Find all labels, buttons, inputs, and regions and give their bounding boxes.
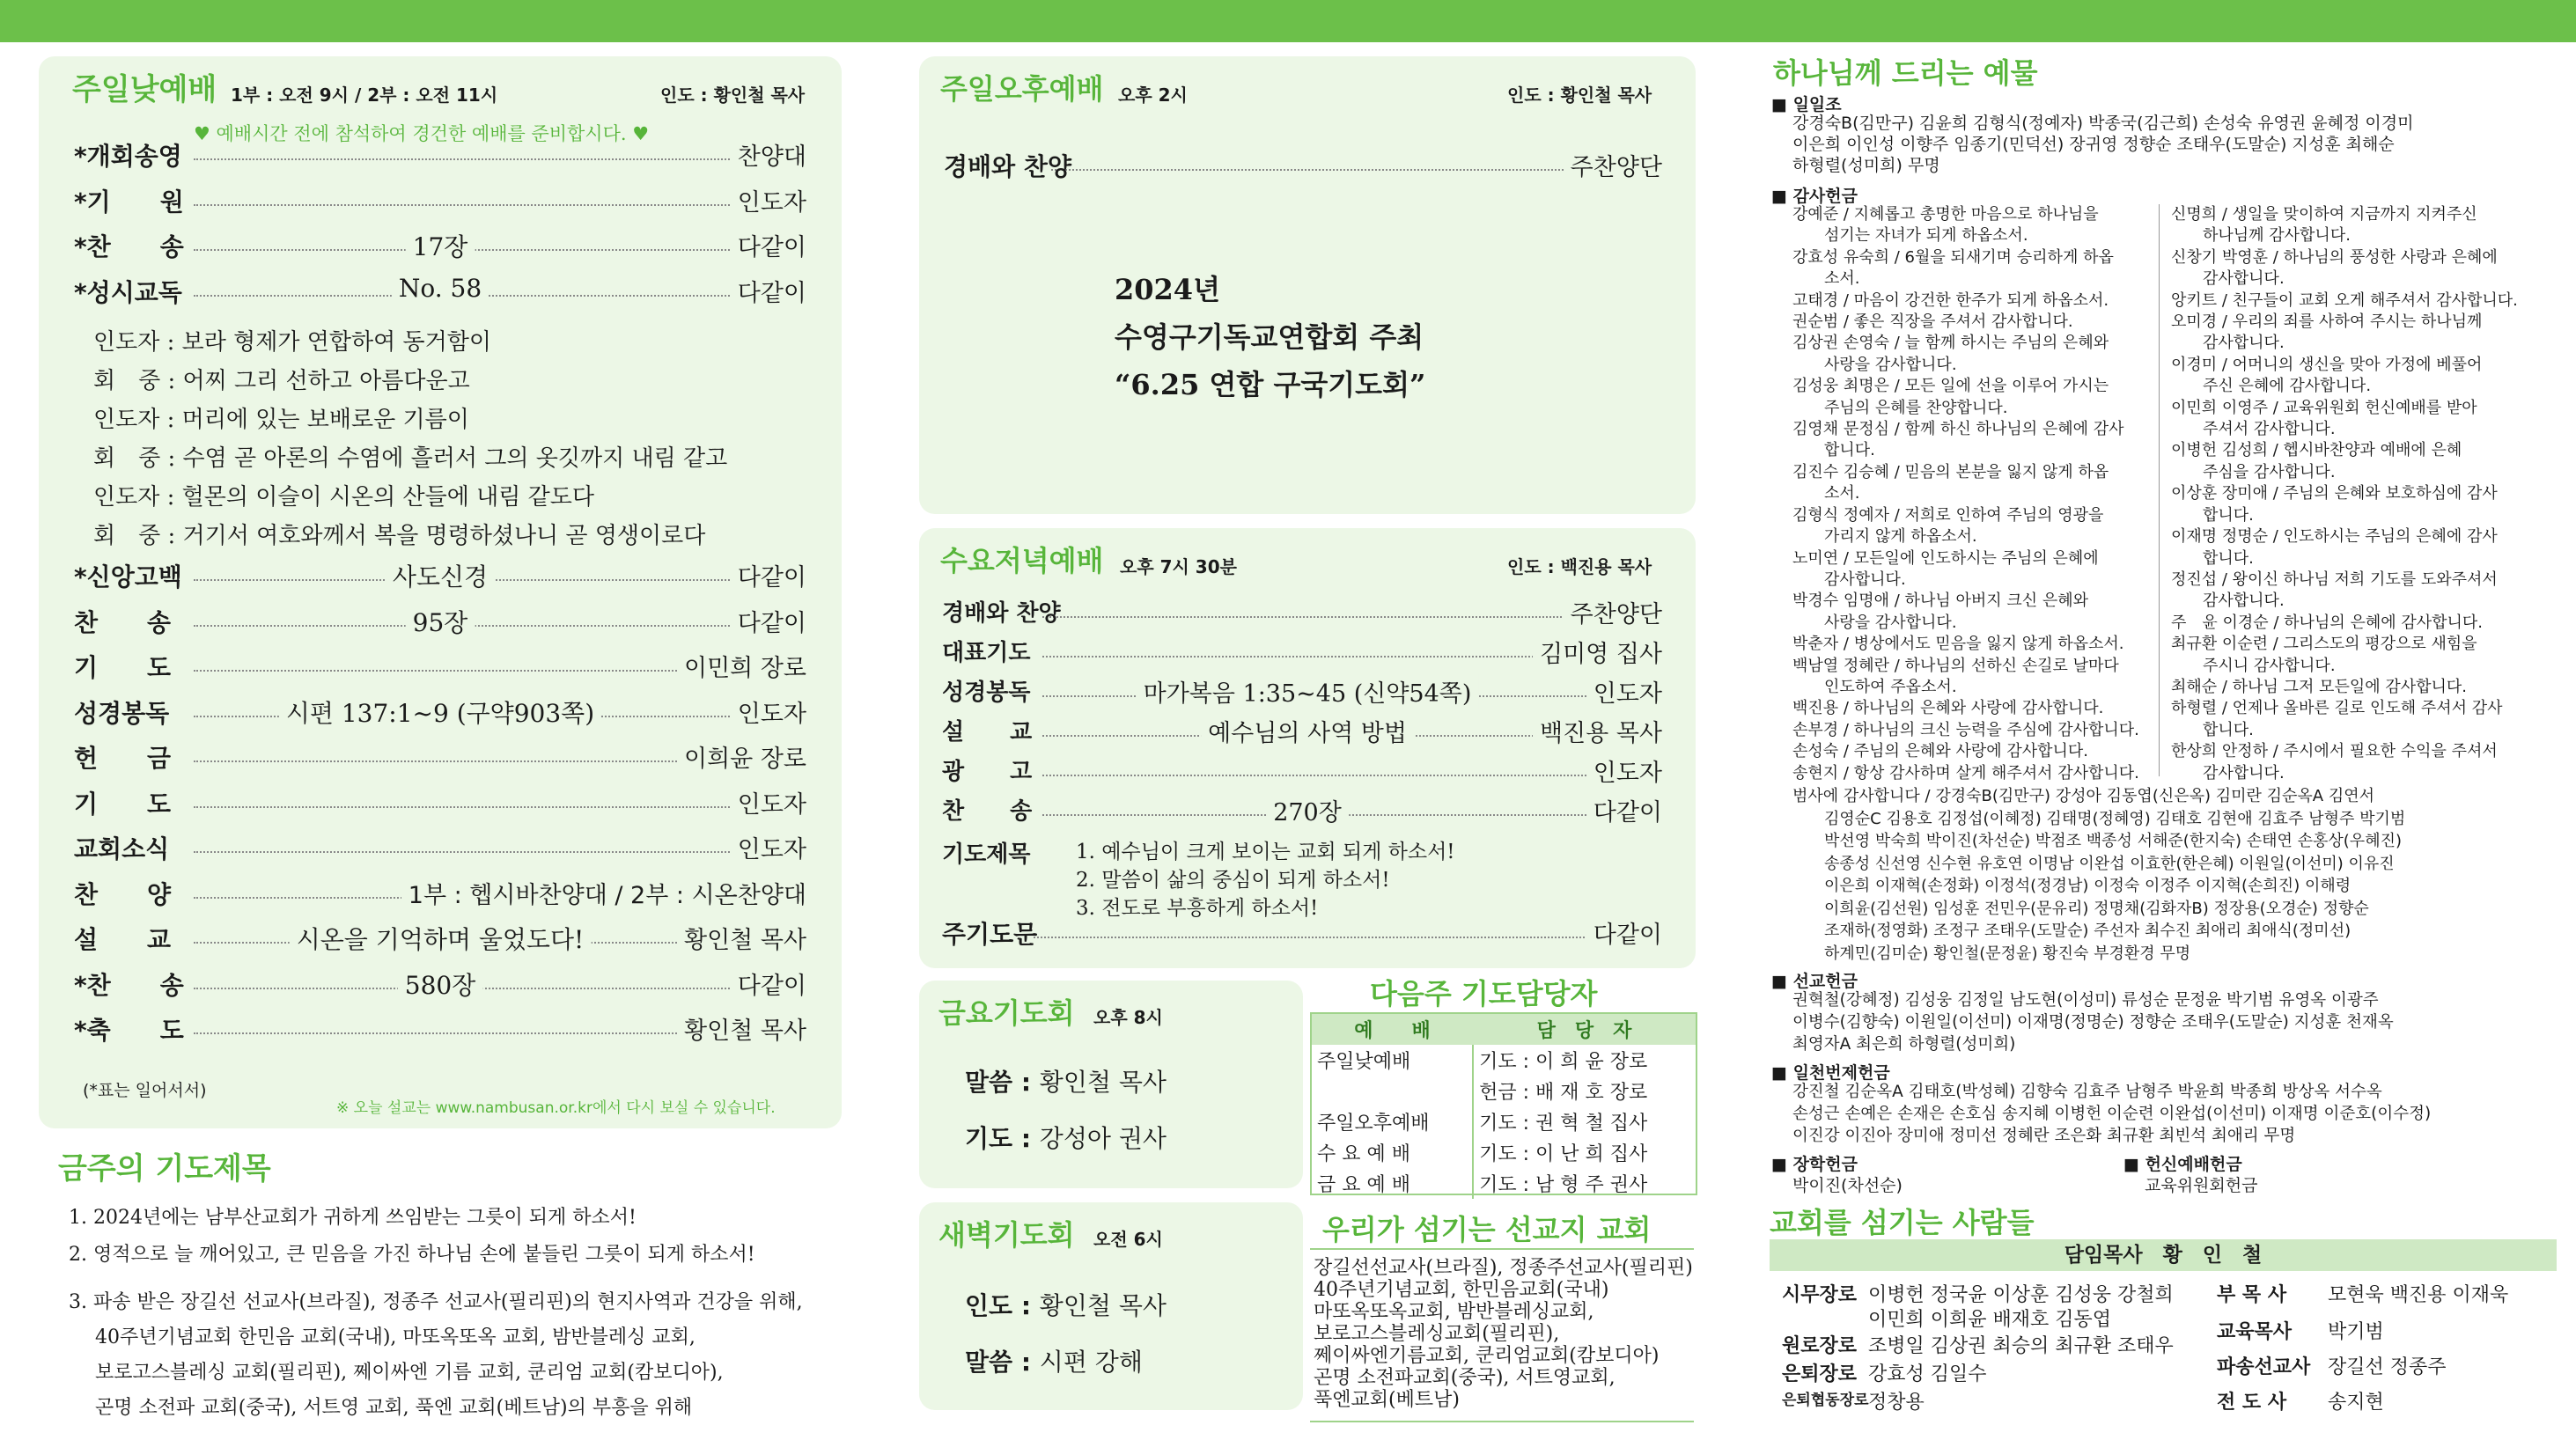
thanks-line: 주시니 감사합니다. [2171, 656, 2336, 675]
mission-offering-label: ■ 선교헌금 [1771, 972, 1858, 991]
next-week-header [1312, 1014, 1696, 1045]
next-week-table [1310, 1012, 1697, 1195]
order-content: 580장 [398, 966, 483, 1002]
morning-order-row [39, 785, 842, 831]
thanks-line: 감사합니다. [2171, 269, 2285, 289]
thanks-general-line: 송종성 신선영 신수현 유호연 이명남 이완섭 이효한(한은혜) 이원일(이선미) 이유진 [1792, 854, 2395, 873]
dawn-leader [965, 1287, 1167, 1322]
order-leader: 이희윤 장로 [677, 739, 806, 774]
thanks-line: 이민희 이영주 / 교육위원회 헌신예배를 받아 [2171, 398, 2477, 417]
staff-role: 은퇴협동장로 [1782, 1392, 1869, 1409]
order-label: *성시교독 [74, 277, 182, 307]
order-content: 시편 137:1~9 (구약903쪽) [279, 694, 601, 730]
thanks-line: 최규환 이순련 / 그리스도의 평강으로 새힘을 [2171, 635, 2477, 654]
duty-person: 기도 : 이 난 희 집사 [1479, 1143, 1648, 1165]
mission-offering-line: 권혁철(강혜정) 김성웅 김정일 남도현(이성미) 류성순 문정윤 박기범 유영옥 이광주 [1792, 991, 2379, 1010]
morning-order-row [39, 694, 842, 740]
thanks-line: 감사합니다. [2171, 763, 2285, 782]
prayer-topic-line: 1. 2024년에는 남부산교회가 귀하게 쓰임받는 그릇이 되게 하소서! [69, 1207, 637, 1229]
morning-order-row [39, 228, 842, 274]
friday-sermon [965, 1063, 1167, 1098]
top-green-bar [0, 0, 2576, 42]
order-leader: 인도자 [731, 694, 806, 729]
friday-prayer-label: 기도 : [965, 1124, 1040, 1153]
wednesday-prayers [1076, 838, 1455, 922]
order-label: 경배와 찬양 [942, 600, 1061, 627]
scholarship-names: 박이진(차선순) [1792, 1176, 1903, 1195]
tithe-line: 하형렬(성미희) 무명 [1792, 156, 1940, 175]
thanks-line: 최해순 / 하나님 그저 모든일에 감사합니다. [2171, 677, 2467, 696]
thanks-general-line: 하계민(김미순) 황인철(문정윤) 황진숙 부경환경 무명 [1792, 944, 2191, 963]
duty-person: 기도 : 이 희 윤 장로 [1479, 1051, 1648, 1073]
order-content: 17장 [406, 228, 475, 263]
thanks-line: 가리지 않게 하옵소서. [1792, 527, 1977, 547]
thanks-line: 송현지 / 항상 감사하며 살게 해주셔서 감사합니다. [1792, 763, 2139, 782]
duty-row [1312, 1168, 1696, 1199]
wednesday-time: 오후 7시 30분 [1120, 556, 1237, 577]
order-content: 마가복음 1:35~45 (신약54쪽) [1137, 674, 1479, 709]
friday-prayer [965, 1120, 1167, 1155]
duty-service [1312, 1076, 1473, 1106]
morning-service-panel [39, 56, 842, 1128]
morning-notice: ♥ 예배시간 전에 참석하여 경건한 예배를 준비합시다. ♥ [194, 123, 650, 144]
thanks-line: 주신 은혜에 감사합니다. [2171, 377, 2372, 396]
order-label: *개회송영 [74, 142, 182, 171]
staff-role: 파송선교사 [2217, 1356, 2311, 1378]
staff-names: 정창용 [1868, 1392, 1925, 1414]
morning-leader: 인도 : 황인철 목사 [660, 84, 806, 106]
thanks-line: 하형렬 / 언제나 올바른 길로 인도해 주셔서 감사 [2171, 699, 2503, 718]
order-label: *찬 송 [74, 232, 184, 261]
order-content: 시온을 기억하며 울었도다! [290, 921, 592, 956]
order-leader: 찬양대 [731, 137, 806, 172]
thanks-line: 손성숙 / 주님의 은혜와 사랑에 감사합니다. [1792, 742, 2088, 761]
morning-order-row [39, 1011, 842, 1057]
prayer-topic-line: 보로고스블레싱 교회(필리핀), 쩨이싸엔 기름 교회, 쿤리엄 교회(캄보디아), [95, 1362, 724, 1384]
mission-church-line: 마또옥또옥교회, 밤반블레싱교회, [1314, 1301, 1594, 1323]
thanks-line: 앙키트 / 친구들이 교회 오게 해주셔서 감사합니다. [2171, 290, 2518, 310]
dawn-sermon-label: 말씀 : [965, 1348, 1040, 1377]
dawn-prayer-panel [919, 1202, 1303, 1410]
order-leader: 김미영 집사 [1533, 635, 1662, 669]
thanks-general-line: 박선영 박숙희 박이진(차선순) 박점조 백종성 서해준(한지숙) 손태연 손홍상(우혜진) [1792, 832, 2402, 850]
thanks-line: 박경수 임명애 / 하나님 아버지 크신 은혜와 [1792, 591, 2088, 611]
friday-title: 금요기도회 [938, 996, 1075, 1030]
friday-prayer-value: 강성아 권사 [1039, 1124, 1167, 1153]
next-week-header-person: 담 당 자 [1536, 1020, 1632, 1042]
mission-box [1310, 1248, 1694, 1422]
wednesday-title: 수요저녁예배 [940, 544, 1104, 577]
staff-names: 이민희 이희윤 배재호 김동엽 [1868, 1309, 2112, 1331]
thanks-line: 김상권 손영숙 / 늘 함께 하시는 주님의 은혜와 [1792, 334, 2109, 353]
lords-prayer-label: 주기도문 [942, 920, 1038, 949]
announce-line-3: “6.25 연합 구국기도회” [1115, 368, 1426, 401]
order-leader: 인도자 [731, 785, 806, 819]
responsive-reading-line: 인도자 : 머리에 있는 보배로운 기름이 [93, 407, 469, 433]
thanks-line: 박춘자 / 병상에서도 믿음을 잃지 않게 하옵소서. [1792, 635, 2124, 654]
thanks-line: 섬기는 자녀가 되게 하옵소서. [1792, 226, 2028, 246]
duty-service: 금 요 예 배 [1312, 1168, 1473, 1199]
tithe-label: ■ 일일조 [1771, 95, 1842, 114]
offerings-title: 하나님께 드리는 예물 [1773, 56, 2038, 90]
duty-row [1312, 1045, 1696, 1076]
order-leader: 황인철 목사 [677, 921, 806, 955]
order-label: *신앙고백 [74, 562, 182, 591]
order-leader: 인도자 [731, 830, 806, 864]
order-leader: 인도자 [731, 183, 806, 217]
duty-row [1312, 1076, 1696, 1106]
friday-prayer-panel [919, 981, 1303, 1188]
thanks-line: 이상훈 장미애 / 주님의 은혜와 보호하심에 감사 [2171, 484, 2498, 503]
order-label: 광 고 [942, 759, 1033, 785]
order-label: 교회소식 [74, 834, 170, 863]
thanks-line: 김영채 문정심 / 함께 하신 하나님의 은혜에 감사 [1792, 420, 2124, 439]
afternoon-worship-row [919, 148, 1696, 194]
afternoon-time: 오후 2시 [1118, 84, 1188, 106]
thanks-line: 합니다. [2171, 505, 2254, 525]
thanks-line: 주심을 감사합니다. [2171, 462, 2336, 481]
mission-church-line: 장길선선교사(브라질), 정종주선교사(필리핀) [1314, 1257, 1693, 1279]
iljeon-line: 이진강 이진아 장미애 정미선 정혜란 조은화 최규환 최빈석 최애리 무명 [1792, 1127, 2296, 1145]
staff-role: 시무장로 [1782, 1284, 1858, 1306]
staff-names: 박기범 [2328, 1321, 2384, 1343]
staff-names: 강효성 김일수 [1868, 1363, 1987, 1385]
order-leader: 주찬양단 [1564, 595, 1662, 629]
duty-table-body [1312, 1045, 1696, 1199]
staff-names: 모현욱 백진용 이재욱 [2328, 1284, 2509, 1306]
thanks-line: 권순범 / 좋은 직장을 주셔서 감사합니다. [1792, 312, 2073, 332]
mission-church-list [1314, 1257, 1693, 1411]
thanks-left-list [1792, 204, 2139, 784]
order-leader: 1부 : 헵시바찬양대 / 2부 : 시온찬양대 [401, 876, 806, 910]
order-label: 찬 양 [74, 879, 172, 909]
order-leader: 이민희 장로 [677, 649, 806, 683]
thanks-line: 하나님께 감사합니다. [2171, 226, 2351, 246]
friday-time: 오후 8시 [1093, 1007, 1163, 1028]
dawn-sermon [965, 1343, 1143, 1378]
order-leader: 다같이 [731, 558, 806, 592]
order-label: 설 교 [942, 719, 1033, 746]
afternoon-service-panel [919, 56, 1696, 514]
morning-order-row [39, 604, 842, 650]
dawn-leader-label: 인도 : [965, 1291, 1040, 1320]
mission-offering-names [1792, 989, 2394, 1055]
duty-row [1312, 1106, 1696, 1137]
prayer-topic-line: 곤명 소전파 교회(중국), 서트영 교회, 푹엔 교회(베트남)의 부흥을 위해 [95, 1397, 693, 1419]
dawn-leader-value: 황인철 목사 [1039, 1291, 1167, 1320]
mission-title: 우리가 섬기는 선교지 교회 [1322, 1213, 1652, 1246]
staff-names: 장길선 정종주 [2328, 1356, 2447, 1378]
mission-church-line: 푹엔교회(베트남) [1314, 1389, 1460, 1411]
thanks-line: 신창기 박영훈 / 하나님의 풍성한 사랑과 은혜에 [2171, 247, 2498, 267]
thanks-line: 합니다. [1792, 441, 1875, 460]
order-leader: 다같이 [731, 604, 806, 638]
thanks-line: 감사합니다. [2171, 334, 2285, 353]
order-label: 대표기도 [942, 640, 1031, 666]
prayer-topic-line: 2. 영적으로 늘 깨어있고, 큰 믿음을 가진 하나님 손에 붙들린 그릇이 되게 하소서! [69, 1244, 755, 1266]
staff-title: 교회를 섬기는 사람들 [1770, 1206, 2035, 1239]
standing-footnote: (*표는 일어서서) [83, 1081, 207, 1100]
order-leader: 인도자 [1586, 674, 1662, 709]
staff-names: 송지현 [2328, 1392, 2384, 1414]
wednesday-service-panel [919, 528, 1696, 968]
thanks-line: 소서. [1792, 484, 1860, 503]
next-week-header-service: 예 배 [1354, 1020, 1431, 1042]
duty-service: 주일오후예배 [1312, 1106, 1473, 1137]
wednesday-prayer-2: 2. 말씀이 삶의 중심이 되게 하소서! [1076, 869, 1390, 892]
wednesday-prayer-3: 3. 전도로 부흥하게 하소서! [1076, 897, 1319, 920]
thanks-line: 감사합니다. [2171, 591, 2285, 611]
order-label: 기 도 [74, 789, 172, 819]
afternoon-title: 주일오후예배 [940, 72, 1104, 106]
order-leader: 황인철 목사 [677, 1011, 806, 1046]
staff-names: 이병헌 정국윤 이상훈 김성웅 강철희 [1868, 1284, 2174, 1306]
order-leader: 다같이 [1586, 793, 1662, 827]
responsive-reading-line: 회 중 : 거기서 여호와께서 복을 명령하셨나니 곧 영생이로다 [93, 523, 706, 549]
order-content: 270장 [1266, 793, 1349, 827]
thanks-right-list [2171, 204, 2518, 784]
order-leader: 다같이 [731, 228, 806, 262]
thanks-line: 김진수 김승혜 / 믿음의 본분을 잃지 않게 하옵 [1792, 462, 2109, 481]
prayer-topics-title: 금주의 기도제목 [58, 1151, 271, 1187]
wednesday-order-row [919, 793, 1696, 839]
dawn-title: 새벽기도회 [938, 1218, 1075, 1252]
duty-person: 기도 : 권 혁 철 집사 [1479, 1113, 1648, 1135]
thanks-line: 합니다. [2171, 720, 2254, 739]
thanks-general-line: 이은희 이재혁(손정화) 이정석(정경남) 이정숙 이정주 이지혁(손희진) 이해령 [1792, 877, 2352, 895]
prayer-topic-line: 3. 파송 받은 장길선 선교사(브라질), 정종주 선교사(필리핀)의 현지사역과 건강을 위해, [69, 1291, 803, 1313]
next-week-title: 다음주 기도담당자 [1370, 977, 1598, 1010]
thanks-line: 이재명 정명순 / 인도하시는 주님의 은혜에 감사 [2171, 527, 2498, 547]
order-label: 성경봉독 [74, 698, 170, 728]
duty-person: 헌금 : 배 재 호 장로 [1479, 1082, 1648, 1104]
thanks-general-line: 김영순C 김용호 김정섭(이혜정) 김태명(정혜영) 김태호 김현애 김효주 남형주 박기범 [1792, 809, 2406, 828]
morning-order-row [39, 137, 842, 183]
thanks-line: 손부경 / 하나님의 크신 능력을 주심에 감사합니다. [1792, 720, 2139, 739]
announce-line-1: 2024년 [1115, 273, 1220, 306]
order-label: 설 교 [74, 925, 172, 954]
wednesday-leader: 인도 : 백진용 목사 [1507, 556, 1652, 577]
order-content: No. 58 [392, 274, 489, 303]
thanks-line: 한상희 안정하 / 주시에서 필요한 수익을 주셔서 [2171, 742, 2498, 761]
duty-service: 수 요 예 배 [1312, 1137, 1473, 1168]
order-label: *찬 송 [74, 970, 184, 1000]
order-label: 찬 송 [942, 798, 1033, 825]
order-label: 기 도 [74, 653, 172, 682]
responsive-reading-line: 회 중 : 어찌 그리 선하고 아름다운고 [93, 368, 470, 394]
order-leader: 백진용 목사 [1533, 714, 1662, 748]
senior-pastor: 담임목사 황 인 철 [1770, 1239, 2557, 1271]
tithe-line: 강경숙B(김만구) 김윤희 김형식(정예자) 박종국(김근희) 손성숙 유영권 윤혜정 이경미 [1792, 114, 2414, 133]
staff-role: 교육목사 [2217, 1321, 2293, 1343]
thanks-line: 합니다. [2171, 548, 2254, 568]
afternoon-worship-label: 경배와 찬양 [944, 152, 1071, 181]
thanks-line: 소서. [1792, 269, 1860, 289]
morning-order-row [39, 558, 842, 604]
order-label: 헌 금 [74, 744, 172, 773]
thanks-line: 신명희 / 생일을 맞이하여 지금까지 지켜주신 [2171, 205, 2477, 224]
sermon-website-note: ※ 오늘 설교는 www.nambusan.or.kr에서 다시 보실 수 있습니다. [336, 1099, 776, 1117]
thanks-line: 강예준 / 지혜롭고 총명한 마음으로 하나님을 [1792, 205, 2099, 224]
order-leader: 다같이 [731, 274, 806, 308]
wednesday-prayer-1: 1. 예수님이 크게 보이는 교회 되게 하소서! [1076, 841, 1455, 863]
morning-order-row [39, 830, 842, 876]
thanks-general-line: 이희윤(김선원) 임성훈 전민우(문유리) 정명채(김화자B) 정장용(오경순) 정향순 [1792, 899, 2369, 918]
next-week-rows [1312, 1045, 1696, 1199]
thanks-label: ■ 감사헌금 [1771, 187, 1858, 206]
thanks-line: 사랑을 감사합니다. [1792, 613, 1957, 632]
staff-role: 부 목 사 [2217, 1284, 2287, 1306]
mission-church-line: 보로고스블레싱교회(필리핀), [1314, 1323, 1560, 1345]
order-leader: 인도자 [1586, 753, 1662, 788]
afternoon-leader: 인도 : 황인철 목사 [1507, 84, 1652, 106]
thanks-line: 인도하여 주옵소서. [1792, 677, 1957, 696]
morning-times: 1부 : 오전 9시 / 2부 : 오전 11시 [231, 84, 498, 106]
afternoon-worship-leader: 주찬양단 [1564, 148, 1662, 182]
order-leader: 다같이 [731, 966, 806, 1001]
thanks-line: 감사합니다. [1792, 569, 1906, 589]
thanks-line: 이병헌 김성희 / 헵시바찬양과 예배에 은혜 [2171, 441, 2462, 460]
morning-title: 주일낮예배 [72, 72, 217, 107]
iljeon-label: ■ 일천번제헌금 [1771, 1063, 1890, 1083]
morning-order-row [39, 921, 842, 966]
responsive-reading-line: 인도자 : 헐몬의 이슬이 시온의 산들에 내림 같도다 [93, 484, 594, 511]
duty-person: 기도 : 남 형 주 권사 [1479, 1174, 1648, 1196]
responsive-reading-line: 회 중 : 수염 곧 아론의 수염에 흘러서 그의 옷깃까지 내림 같고 [93, 445, 728, 472]
iljeon-line: 손성근 손예은 손재은 손호심 송지혜 이병헌 이순련 이완섭(이선미) 이재명 이준호(이수정) [1792, 1105, 2432, 1123]
thanks-line: 백진용 / 하나님의 은혜와 사랑에 감사합니다. [1792, 699, 2104, 718]
tithe-line: 이은희 이인성 이향주 임종기(민덕선) 장귀영 정향순 조태우(도말순) 지성훈 최해순 [1792, 135, 2395, 154]
thanks-line: 주 윤 이경순 / 하나님의 은혜에 감사합니다. [2171, 613, 2483, 632]
morning-order-row [39, 876, 842, 922]
thanks-general-list [1792, 785, 2405, 965]
mission-church-line: 40주년기념교회, 한민음교회(국내) [1314, 1279, 1609, 1301]
thanks-line: 백남열 정혜란 / 하나님의 선하신 손길로 날마다 [1792, 656, 2119, 675]
friday-sermon-value: 황인철 목사 [1039, 1068, 1167, 1097]
lords-prayer-leader: 다같이 [1586, 915, 1662, 950]
devotion-label: ■ 헌신예배헌금 [2123, 1155, 2242, 1174]
iljeon-line: 강진철 김순옥A 김태호(박성혜) 김향숙 김효주 남형주 박윤희 박종희 방상옥 서수옥 [1792, 1083, 2382, 1101]
staff-role: 전 도 사 [2217, 1392, 2287, 1414]
thanks-divider [2159, 204, 2160, 776]
mission-offering-line: 최영자A 최은희 하형렬(성미희) [1792, 1035, 2016, 1054]
thanks-general-line: 조재하(정영화) 조정구 조태우(도말순) 주선자 최수진 최애리 최애식(정미선) [1792, 922, 2352, 940]
scholarship-label: ■ 장학헌금 [1771, 1155, 1858, 1174]
morning-order-row [39, 966, 842, 1012]
mission-church-line: 곤명 소전파교회(중국), 서트영교회, [1314, 1367, 1616, 1389]
thanks-line: 이경미 / 어머니의 생신을 맞아 가정에 베풀어 [2171, 355, 2483, 374]
prayer-topic-line: 40주년기념교회 한민음 교회(국내), 마또옥또옥 교회, 밤반블레싱 교회, [95, 1326, 696, 1348]
devotion-names: 교육위원회헌금 [2145, 1176, 2258, 1195]
mission-offering-line: 이병수(김향숙) 이원일(이선미) 이재명(정명순) 정향순 조태우(도말순) 지성훈 천재옥 [1792, 1013, 2394, 1032]
duty-row [1312, 1137, 1696, 1168]
morning-order-row [39, 183, 842, 229]
thanks-line: 김성웅 최명은 / 모든 일에 선을 이루어 가시는 [1792, 377, 2109, 396]
staff-role: 원로장로 [1782, 1335, 1858, 1357]
friday-sermon-label: 말씀 : [965, 1068, 1040, 1097]
wednesday-prayer-label: 기도제목 [942, 841, 1031, 868]
dawn-sermon-value: 시편 강해 [1039, 1348, 1143, 1377]
order-content: 예수님의 사역 방법 [1201, 714, 1414, 748]
morning-order-row [39, 739, 842, 785]
duty-service: 주일낮예배 [1312, 1045, 1473, 1076]
order-label: *기 원 [74, 187, 184, 217]
morning-order-row [39, 274, 842, 320]
thanks-general-line: 범사에 감사합니다 / 강경숙B(김만구) 강성아 김동엽(신은옥) 김미란 김순옥A 김연서 [1792, 787, 2375, 805]
order-label: 찬 송 [74, 607, 172, 637]
morning-order-row [39, 649, 842, 694]
iljeon-names [1792, 1081, 2431, 1147]
announce-line-2: 수영구기독교연합회 주최 [1115, 320, 1424, 354]
responsive-reading-line: 인도자 : 보라 형제가 연합하여 동거함이 [93, 329, 491, 356]
thanks-line: 고태경 / 마음이 강건한 한주가 되게 하옵소서. [1792, 290, 2109, 310]
thanks-line: 오미경 / 우리의 죄를 사하여 주시는 하나님께 [2171, 312, 2483, 332]
order-label: 성경봉독 [942, 680, 1031, 706]
order-label: *축 도 [74, 1016, 184, 1045]
mission-church-line: 쩨이싸엔기름교회, 쿤리엄교회(캄보디아) [1314, 1345, 1660, 1367]
thanks-line: 정진섭 / 왕이신 하나님 저희 기도를 도와주셔서 [2171, 569, 2498, 589]
thanks-line: 강효성 유숙희 / 6월을 되새기며 승리하게 하옵 [1792, 247, 2114, 267]
order-content: 사도신경 [386, 558, 495, 593]
tithe-names [1792, 113, 2413, 176]
thanks-line: 주님의 은혜를 찬양합니다. [1792, 398, 2008, 417]
staff-role: 은퇴장로 [1782, 1363, 1858, 1385]
thanks-line: 주셔서 감사합니다. [2171, 420, 2336, 439]
thanks-line: 김형식 정예자 / 저희로 인하여 주님의 영광을 [1792, 505, 2104, 525]
order-content: 95장 [406, 604, 475, 639]
staff-names: 조병일 김상권 최승의 최규환 조태우 [1868, 1335, 2174, 1357]
dawn-time: 오전 6시 [1093, 1229, 1163, 1250]
thanks-line: 노미연 / 모든일에 인도하시는 주님의 은혜에 [1792, 548, 2099, 568]
thanks-line: 사랑을 감사합니다. [1792, 355, 1957, 374]
lords-prayer-row [919, 915, 1696, 961]
